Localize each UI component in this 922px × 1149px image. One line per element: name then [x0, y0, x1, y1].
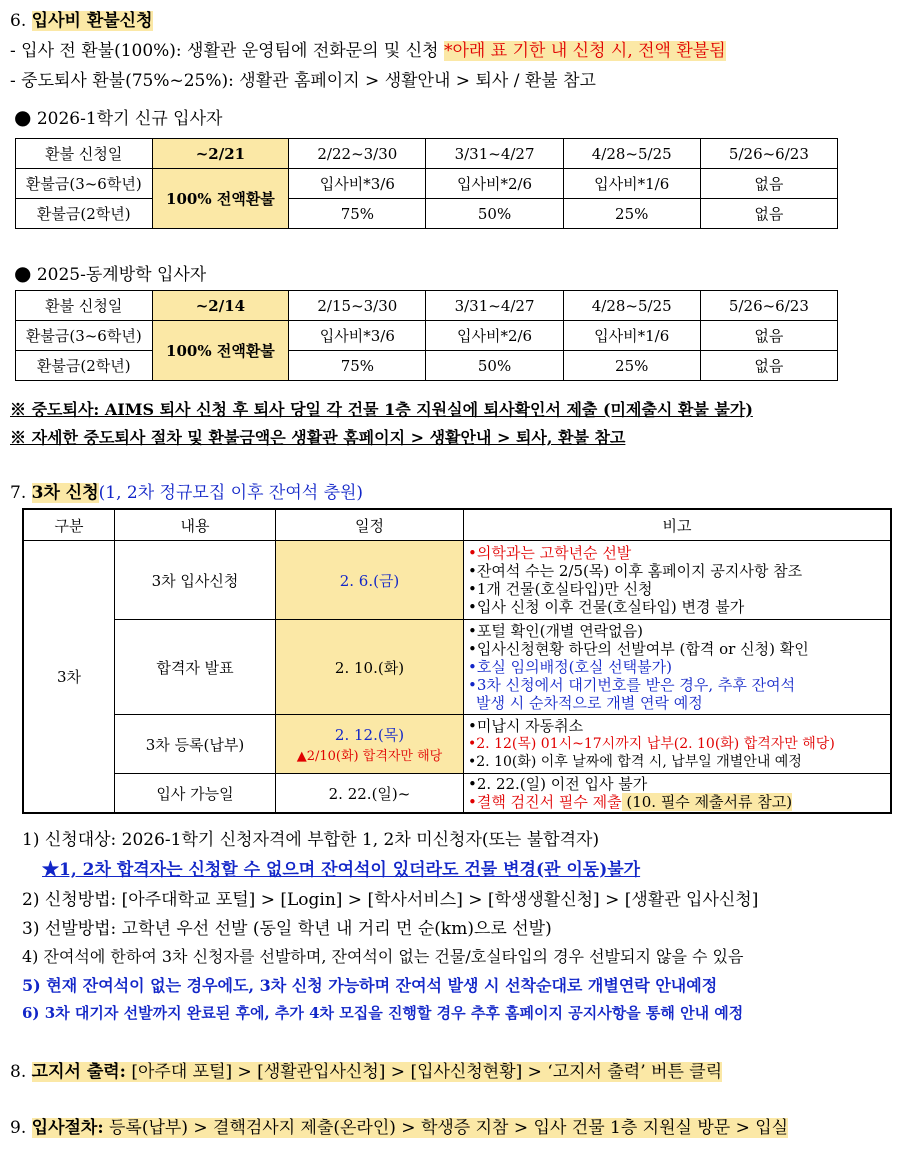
group-cell: 3차 [23, 541, 115, 814]
section6-heading: 입사비 환불신청 [31, 11, 153, 31]
table-row: 3차 등록(납부) 2. 12.(목) ▲2/10(화) 합격자만 해당 • 미납시 자동취소 • 2. 12(목) 01시~17시까지 납부(2. 10(화) 합격자만 해당) • 2. 10(화) 이후 날짜에 합격 시, 납부일 개별안내 예정 [23, 715, 891, 774]
table-row: 입사 가능일 2. 22.(일)~ • 2. 22.(일) 이전 입사 불가 • 결핵 검진서 필수 제출 (10. 필수 제출서류 참고) [23, 774, 891, 814]
item-6: 6) 3차 대기자 선발까지 완료된 후에, 추가 4차 모집을 진행할 경우 추후 홈페이지 공지사항을 통해 안내 예정 [22, 1004, 744, 1022]
item-3: 3) 선발방법: 고학년 우선 선발 (동일 학년 내 거리 먼 순(km)으로 선발) [22, 919, 552, 939]
section7-title: 7. 3차 신청(1, 2차 정규모집 이후 잔여석 충원) [10, 483, 364, 503]
table-row: 환불 신청일 ~2/21 2/22~3/30 3/31~4/27 4/28~5/25 5/26~6/23 [16, 139, 838, 169]
section8: 8. 고지서 출력: [아주대 포털] > [생활관입사신청] > [입사신청현황] > ‘고지서 출력’ 버튼 클릭 [10, 1062, 723, 1082]
section8-heading: 고지서 출력: [31, 1062, 126, 1082]
section6-title: 6. 입사비 환불신청 [10, 11, 153, 31]
midway-note-1: ※ 중도퇴사: AIMS 퇴사 신청 후 퇴사 당일 각 건물 1층 지원실에 퇴사확인서 제출 (미제출시 환불 불가) [10, 400, 753, 419]
item-4: 4) 잔여석에 한하여 3차 신청자를 선발하며, 잔여석이 없는 건물/호실타입의 경우 선발되지 않을 수 있음 [22, 947, 744, 966]
item-1: 1) 신청대상: 2026-1학기 신청자격에 부합한 1, 2차 미신청자(또는 불합격자) [22, 830, 600, 850]
item-2: 2) 신청방법: [아주대학교 포털] > [Login] > [학사서비스] > [학생생활신청] > [생활관 입사신청] [22, 890, 759, 910]
section7-heading: 3차 신청 [31, 483, 99, 503]
table-header-row: 구분 내용 일정 비고 [23, 509, 891, 541]
item-5: 5) 현재 잔여석이 없는 경우에도, 3차 신청 가능하며 잔여석 발생 시 선착순대로 개별연락 안내예정 [22, 976, 718, 995]
table2-title: ● 2025-동계방학 입사자 [14, 261, 207, 285]
refund-table-2026 [15, 138, 838, 229]
refund-midway-line: - 중도퇴사 환불(75%~25%): 생활관 홈페이지 > 생활안내 > 퇴사 / 환불 참고 [10, 71, 596, 91]
third-round-table [22, 508, 892, 814]
bullet-icon: ● [14, 261, 32, 285]
section9: 9. 입사절차: 등록(납부) > 결핵검사지 제출(온라인) > 학생증 지참 > 입사 건물 1층 지원실 방문 > 입실 [10, 1118, 789, 1138]
item-1-warning: ★1, 2차 합격자는 신청할 수 없으며 잔여석이 있더라도 건물 변경(관 이동)불가 [42, 860, 641, 880]
refund-before-line: - 입사 전 환불(100%): 생활관 운영팀에 전화문의 및 신청 *아래 표 기한 내 신청 시, 전액 환불됨 [10, 41, 726, 61]
table-row: 환불금(2학년) 75% 50% 25% 없음 [16, 351, 838, 381]
table-row: 3차 3차 입사신청 2. 6.(금) • 의학과는 고학년순 선발 • 잔여석 수는 2/5(목) 이후 홈페이지 공지사항 참조 • 1개 건물(호실타입)만 신청 • 입사 신청 이후 건물(호실타입) 변경 불가 [23, 541, 891, 620]
section9-heading: 입사절차: [31, 1118, 104, 1138]
table-row: 환불금(2학년) 75% 50% 25% 없음 [16, 199, 838, 229]
table-row: 환불금(3~6학년) 100% 전액환불 입사비*3/6 입사비*2/6 입사비*1/6 없음 [16, 321, 838, 351]
bullet-icon: ● [14, 105, 32, 129]
section7-subtitle: (1, 2차 정규모집 이후 잔여석 충원) [98, 483, 364, 503]
table-row: 환불 신청일 ~2/14 2/15~3/30 3/31~4/27 4/28~5/25 5/26~6/23 [16, 291, 838, 321]
table-row: 환불금(3~6학년) 100% 전액환불 입사비*3/6 입사비*2/6 입사비*1/6 없음 [16, 169, 838, 199]
refund-table-2025 [15, 290, 838, 381]
midway-note-2: ※ 자세한 중도퇴사 절차 및 환불금액은 생활관 홈페이지 > 생활안내 > 퇴사, 환불 참고 [10, 428, 626, 447]
table-row: 합격자 발표 2. 10.(화) • 포털 확인(개별 연락없음) • 입사신청현황 하단의 선발여부 (합격 or 신청) 확인 • 호실 임의배정(호실 선택불가) • 3차 신청에서 대기번호를 받은 경우, 추후 잔여석 발생 시 순차적으로 개별 연락 예정 [23, 620, 891, 715]
table1-title: ● 2026-1학기 신규 입사자 [14, 105, 223, 129]
refund-full-note: *아래 표 기한 내 신청 시, 전액 환불됨 [444, 41, 726, 61]
